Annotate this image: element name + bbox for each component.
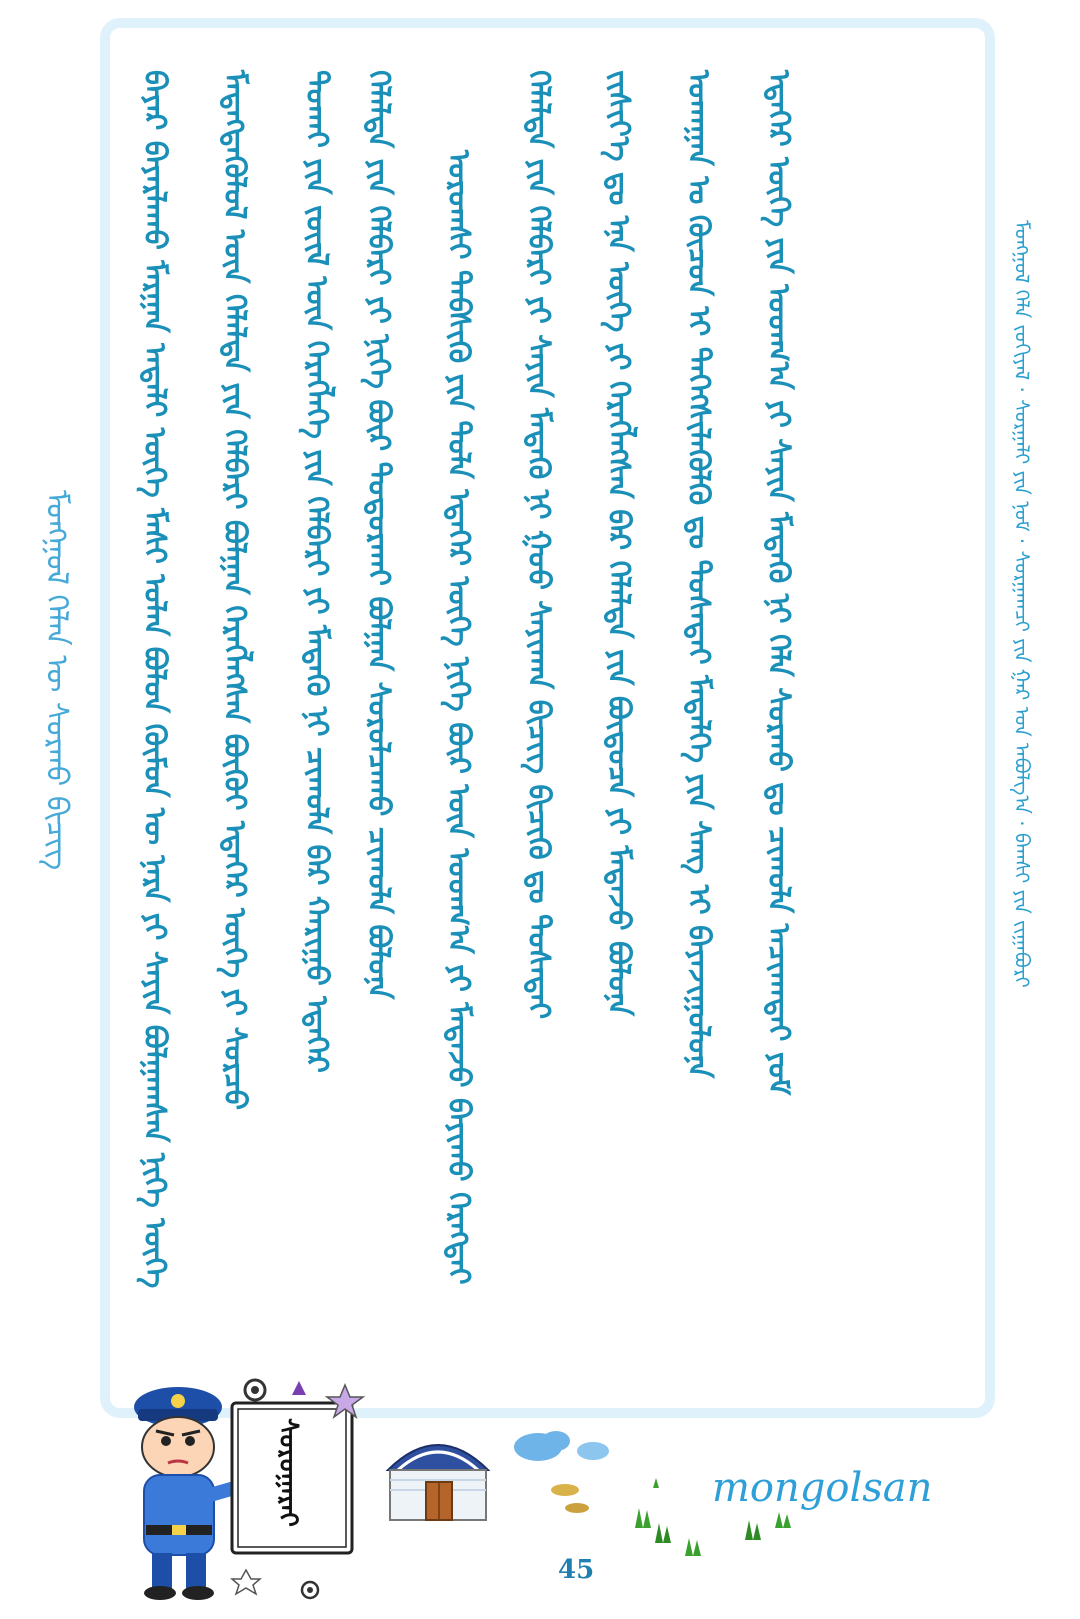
page-header-title: ᠮᠣᠩᠭᠣᠯ ᠬᠡᠯᠡᠨ ᠦ ᠰᠤᠷᠬᠤ ᠪᠢᠴᠢᠭ: [39, 490, 74, 871]
clouds-decoration: [508, 1425, 618, 1470]
body-line: ᠤᠷᠤᠭᠰᠢ ᠳᠡᠪᠰᠢᠬᠦ ᠶᠢᠨ ᠲᠤᠯᠠ ᠡᠳᠡᠭᠡᠷ ᠦᠭᠡ ᠨᠢᠭᠡ ᠪᠦᠷ ᠦᠨ ᠤᠳᠬ᠎ᠠ ᠶᠢ ᠮᠡᠳᠡᠵᠦ ᠪᠠᠶᠢᠬᠤ ᠬᠡᠷᠡᠭᠲᠡᠢ: [441, 150, 476, 1285]
pebbles-decoration: [545, 1480, 605, 1525]
sign-text: ᠰᠤᠷᠤᠭᠠᠷᠠᠢ: [273, 1418, 303, 1527]
body-line: ᠬᠡᠯᠡᠯᠲᠡ ᠶᠢᠨ ᠬᠡᠯᠪᠡᠷᠢ ᠶᠢ ᠨᠢᠭᠡ ᠪᠦᠷ ᠲᠣᠳᠣᠷᠬᠠᠢ ᠪᠣᠯᠭᠠᠨ ᠰᠤᠷᠤᠯᠴᠠᠬᠤ ᠴᠢᠬᠤᠯᠠ ᠪᠣᠯᠤᠨᠠ: [361, 70, 396, 1000]
policeman-illustration: [120, 1375, 370, 1605]
source-references: ᠮᠣᠩᠭᠣᠯ ᠬᠡᠯᠡ ᠵᠣᠬᠢᠶᠠᠯ · ᠰᠤᠷᠭᠠᠯᠢ ᠶᠢᠨ ᠨᠣᠮ · ᠰᠤᠷᠭᠠᠭᠴᠢ ᠶᠢᠨ ᠭᠠᠷ ᠤᠨ ᠠᠪᠤᠯᠭ᠎ᠠ · ᠪᠠᠭᠰᠢ ᠶᠢᠨ ᠵᠢᠭᠠᠪᠤᠷᠢ: [1010, 220, 1034, 988]
body-line: ᠬᠡᠯᠡᠯᠲᠡ ᠶᠢᠨ ᠬᠡᠯᠪᠡᠷᠢ ᠶᠢ ᠰᠠᠶᠢᠨ ᠮᠡᠳᠡᠬᠦ ᠨᠢ ᠭᠣᠣ ᠰᠠᠶᠢᠬᠠᠨ ᠪᠢᠴᠢᠭ ᠪᠢᠴᠢᠬᠦ ᠳᠤ ᠲᠤᠰᠠᠲᠠᠢ: [521, 70, 556, 1020]
yurt-illustration: [378, 1420, 498, 1530]
brand-logo-text: mongolsan: [712, 1465, 933, 1511]
body-line: ᠲᠤᠬᠠᠢ ᠶᠢᠨ ᠵᠦᠢᠯ ᠦᠨ ᠬᠡᠷᠡᠭᠯᠡᠭᠡ ᠶᠢᠨ ᠬᠡᠯᠪᠡᠷᠢ ᠶᠢ ᠮᠡᠳᠡᠬᠦ ᠨᠢ ᠴᠢᠬᠤᠯᠠ ᠪᠡᠷ ᠬᠠᠷᠢᠭᠤ ᠡᠳᠡᠭᠡᠷ: [299, 70, 334, 1073]
body-line: ᠡᠳᠡᠭᠡᠷ ᠦᠭᠡ ᠶᠢᠨ ᠤᠳᠬ᠎ᠠ ᠶᠢ ᠰᠠᠶᠢᠨ ᠮᠡᠳᠡᠬᠦ ᠨᠢ ᠬᠡᠯᠡ ᠰᠤᠷᠬᠤ ᠳᠤ ᠴᠢᠬᠤᠯᠠ ᠠᠴᠢᠬᠠᠲᠠᠢ ᠶᠤᠮ: [761, 70, 796, 1096]
body-line: ᠮᠡᠳᠡᠭᠳᠡᠭᠦᠯᠦᠯ ᠦᠨ ᠬᠡᠯᠡᠯᠲᠡ ᠶᠢᠨ ᠬᠡᠯᠪᠡᠷᠢ ᠪᠣᠯᠭᠠᠨ ᠬᠡᠷᠡᠭᠯᠡᠭᠰᠡᠨ ᠪᠦᠬᠦᠢ ᠡᠳᠡᠭᠡᠷ ᠦᠭᠡ ᠶᠢ ᠰᠤᠷᠴᠤ: [217, 70, 252, 1110]
body-line: ᠤᠬᠠᠭᠠᠨ ᠤ ᠬᠦᠴᠦᠨ ᠢ ᠳᠡᠭᠡᠭᠰᠢᠯᠡᠭᠦᠯᠬᠦ ᠳᠤ ᠲᠤᠰᠠᠲᠠᠢ ᠮᠡᠳᠡᠯᠭᠡ ᠶᠢᠨ ᠰᠠᠩ ᠢ ᠪᠠᠶᠠᠵᠢᠭᠤᠯᠤᠨᠠ: [681, 70, 716, 1079]
body-line: ᠪᠠᠶᠠᠷ ᠪᠠᠶᠠᠷᠯᠠᠬᠤ ᠮᠠᠷᠭᠠᠨ ᠠᠳᠠᠯᠢ ᠦᠭᠡ ᠮᠠᠰᠢ ᠣᠯᠠᠨ ᠪᠣᠯᠣᠨ ᠬᠦᠮᠦᠨ ᠦ ᠨᠡᠷᠡ ᠶᠢ ᠰᠠᠶᠢᠨ ᠪᠣᠯᠭᠠᠭᠰᠠᠨ ᠨᠢᠭᠡ ᠦᠭᠡ: [137, 70, 172, 1289]
body-line: ᠵᠢᠱᠢᠶ᠎ᠡ ᠳᠤ ᠡᠨᠡ ᠦᠭᠡ ᠶᠢ ᠬᠡᠷᠡᠭᠯᠡᠭᠰᠡᠨ ᠪᠡᠷ ᠬᠡᠯᠡᠯᠲᠡ ᠶᠢᠨ ᠪᠦᠲᠦᠴᠡ ᠶᠢ ᠮᠡᠳᠡᠵᠦ ᠪᠣᠯᠤᠨᠠ: [601, 70, 636, 1017]
page-number: 45: [558, 1555, 595, 1585]
